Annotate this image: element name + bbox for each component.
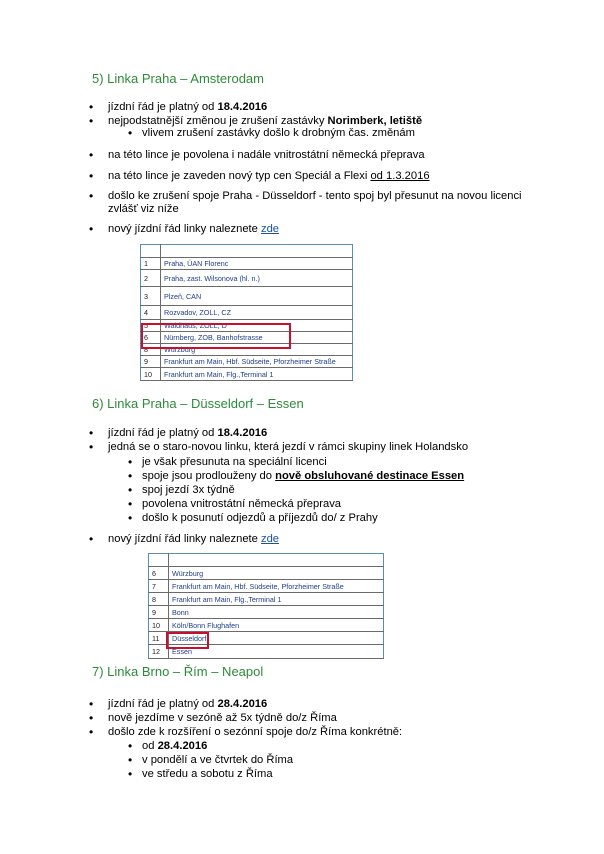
stop-name: Rozvadov, ZOLL, CZ (161, 306, 353, 320)
stop-name: Frankfurt am Main, Flg.,Terminal 1 (169, 593, 384, 606)
stop-name: Praha, zast. Wilsonova (hl. n.) (161, 270, 353, 287)
item-text: jízdní řád je platný od (108, 427, 218, 439)
stop-number: 6 (149, 567, 169, 580)
stop-number: 11 (149, 632, 169, 645)
item-date: 18.4.2016 (217, 427, 268, 439)
stop-number: 1 (141, 258, 161, 270)
item-date-underlined: od 1.3.2016 (370, 170, 430, 182)
timetable-row (141, 368, 353, 381)
timetable-link[interactable]: zde (260, 223, 280, 235)
sub-list-item: • povolena vnitrostátní německá přeprava (142, 497, 341, 511)
stop-number: 4 (141, 306, 161, 320)
sub-list-item: • je však přesunuta na speciální licenci (142, 455, 327, 469)
stop-number: 10 (149, 619, 169, 632)
item-text: spoje jsou prodlouženy do (142, 470, 276, 482)
list-item (108, 222, 279, 236)
stop-name: Düsseldorf (169, 632, 384, 645)
item-text: nejpodstatnější změnou je zrušení zastávky (108, 115, 328, 127)
item-text: na této lince je zaveden nový typ cen Speciál a Flexi (108, 170, 371, 182)
item-text: jízdní řád je platný od (108, 698, 218, 710)
list-item: • došlo zde k rozšíření o sezónní spoje do/z Říma konkrétně: (108, 725, 402, 739)
list-item: • nově jezdíme v sezóně až 5x týdně do/z Říma (108, 711, 337, 725)
sub-list-item: • ve středu a sobotu z Říma (142, 767, 273, 781)
list-item (108, 697, 267, 711)
list-item: • jedná se o staro-novou linku, která jezdí v rámci skupiny linek Holandsko (108, 440, 468, 454)
section-5-heading: 5) Linka Praha – Amsterodam (92, 71, 264, 86)
section-6-heading: 6) Linka Praha – Düsseldorf – Essen (92, 396, 304, 411)
timetable-row (141, 306, 353, 320)
stop-name: Frankfurt am Main, Hbf. Südseite, Pforzheimer Straße (161, 356, 353, 368)
list-item (108, 426, 267, 440)
stop-number: 9 (149, 606, 169, 619)
sub-list-item: • spoj jezdí 3x týdně (142, 483, 235, 497)
stop-number: 6 (141, 332, 161, 344)
stop-number: 3 (141, 287, 161, 306)
sub-list-item: • došlo k posunutí odjezdů a příjezdů do/ z Prahy (142, 511, 378, 525)
timetable-row (149, 619, 384, 632)
item-text: nový jízdní řád linky naleznete (108, 223, 261, 235)
stop-name: Frankfurt am Main, Flg.,Terminal 1 (161, 368, 353, 381)
item-date: 28.4.2016 (217, 698, 268, 710)
timetable-image-1 (140, 244, 353, 381)
sub-list-item: • vlivem zrušení zastávky došlo k drobným čas. změnám (142, 126, 415, 140)
timetable-row (141, 287, 353, 306)
highlight-box-nuernberg (141, 323, 291, 349)
item-date: 28.4.2016 (157, 740, 208, 752)
timetable-link[interactable]: zde (260, 533, 280, 545)
stop-name: Würzburg (161, 344, 353, 356)
stop-number: 8 (141, 344, 161, 356)
stop-name: Bonn (169, 606, 384, 619)
timetable-row (149, 567, 384, 580)
stop-number: 5 (141, 320, 161, 332)
list-item (108, 169, 430, 183)
list-item-continuation: zvlášť viz níže (108, 203, 179, 215)
timetable-row (149, 580, 384, 593)
timetable-row (149, 593, 384, 606)
section-7-heading: 7) Linka Brno – Řím – Neapol (92, 664, 264, 679)
timetable-row (149, 606, 384, 619)
sub-list-item (142, 739, 207, 753)
stop-number: 2 (141, 270, 161, 287)
item-text: od (142, 740, 158, 752)
item-text: jízdní řád je platný od (108, 101, 218, 113)
stop-name: Praha, ÚAN Florenc (161, 258, 353, 270)
stop-name: Nürnberg, ZOB, Banhofstrasse (161, 332, 353, 344)
highlight-box-essen (166, 632, 209, 649)
item-text: nový jízdní řád linky naleznete (108, 533, 261, 545)
item-bold: Norimberk, letiště (327, 115, 423, 127)
item-bold-underlined: nově obsluhované destinace Essen (275, 470, 465, 482)
list-item (108, 100, 267, 114)
stop-name: Essen (169, 645, 384, 659)
timetable-row (141, 258, 353, 270)
stop-number: 10 (141, 368, 161, 381)
list-item: • na této lince je povolena i nadále vnitrostátní německá přeprava (108, 148, 425, 162)
timetable-row (141, 356, 353, 368)
stop-name: Köln/Bonn Flughafen (169, 619, 384, 632)
stop-name: Würzburg (169, 567, 384, 580)
timetable-row (141, 270, 353, 287)
item-date: 18.4.2016 (217, 101, 268, 113)
stop-name: Plzeň, CAN (161, 287, 353, 306)
stop-number: 8 (149, 593, 169, 606)
sub-list-item: • v pondělí a ve čtvrtek do Říma (142, 753, 293, 767)
stop-name: Waidhaus, ZOLL, D (161, 320, 353, 332)
list-item: • došlo ke zrušení spoje Praha - Düsseldorf - tento spoj byl přesunut na novou licenci (108, 189, 522, 203)
list-item (108, 532, 279, 546)
stop-number: 9 (141, 356, 161, 368)
stop-number: 7 (149, 580, 169, 593)
sub-list-item (142, 469, 464, 483)
stop-number: 12 (149, 645, 169, 659)
stop-name: Frankfurt am Main, Hbf. Südseite, Pforzheimer Straße (169, 580, 384, 593)
